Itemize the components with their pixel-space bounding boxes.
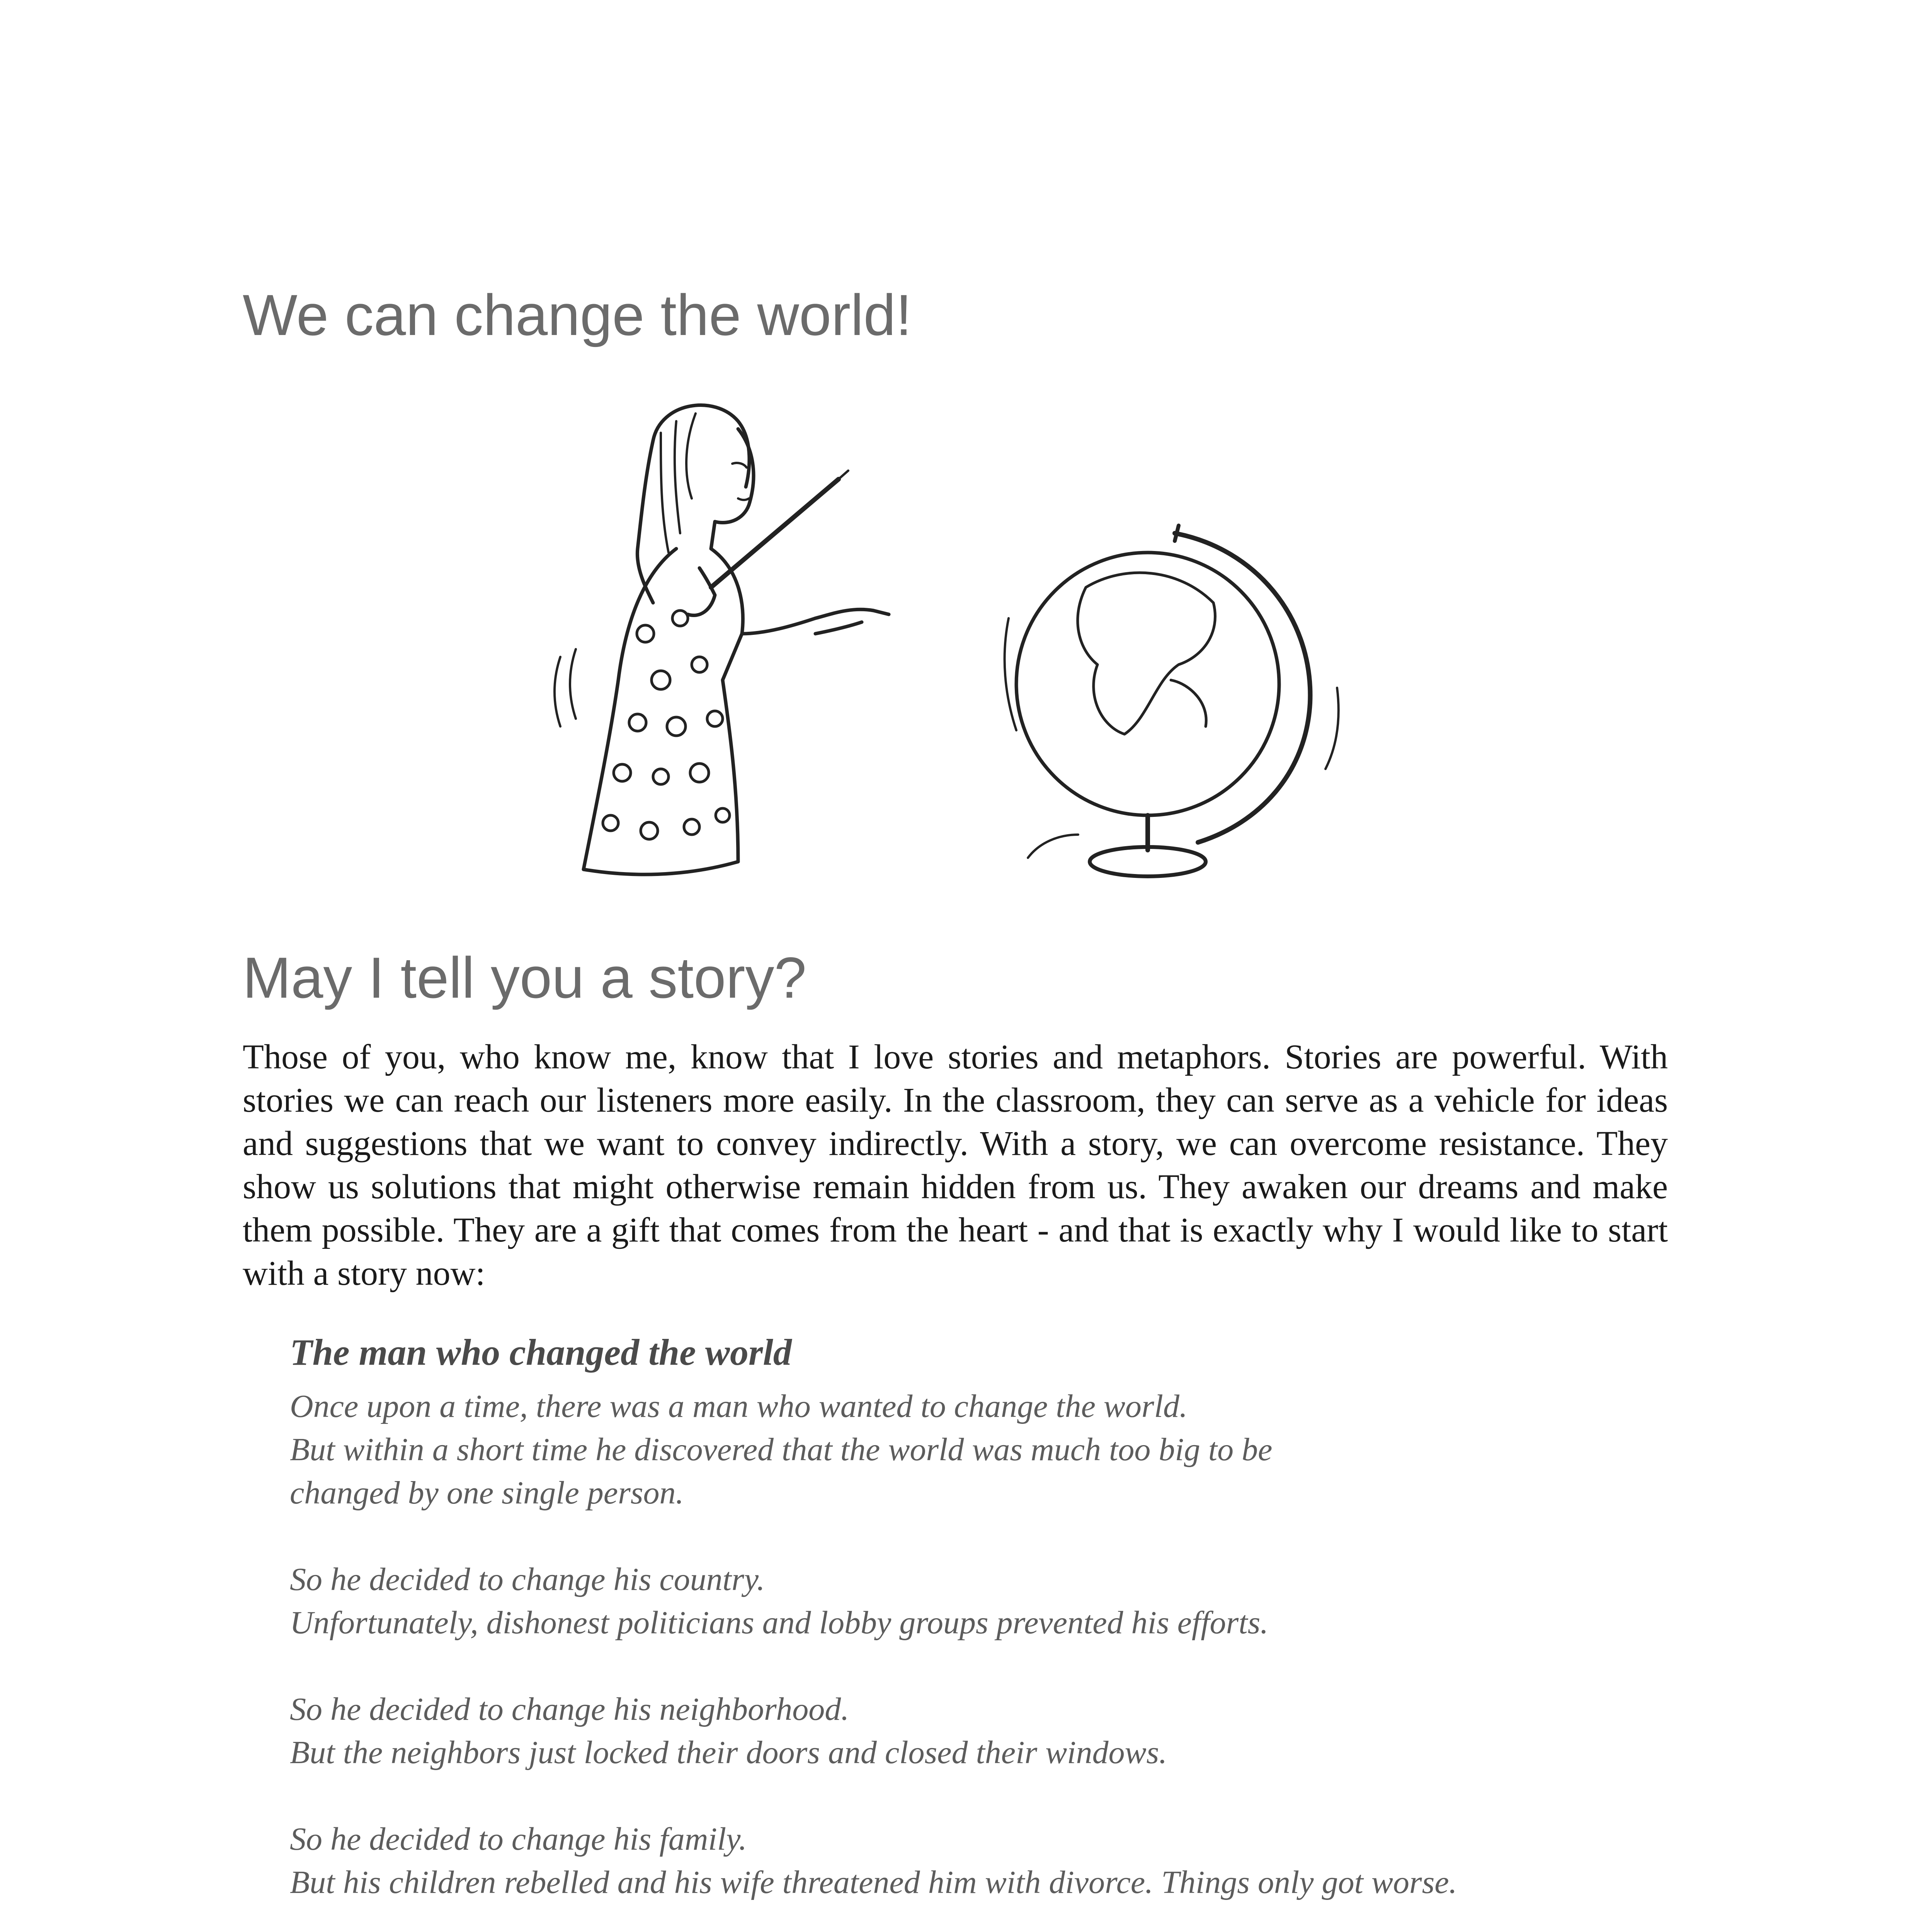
story-line: So he decided to change his neighborhood.	[290, 1691, 849, 1727]
story-stanza	[290, 1385, 1642, 1515]
globe-sketch-icon	[1005, 526, 1339, 876]
story-title: The man who changed the world	[290, 1332, 792, 1373]
story-line: Once upon a time, there was a man who wanted to change the world.	[290, 1388, 1188, 1424]
story-block	[290, 1329, 1642, 1932]
story-stanza	[290, 1558, 1642, 1645]
girl-sketch-icon	[555, 405, 889, 875]
story-line: changed by one single person.	[290, 1475, 684, 1511]
story-line: But his children rebelled and his wife threatened him with divorce. Things only got worse.	[290, 1864, 1457, 1900]
page-title: We can change the world!	[243, 282, 912, 347]
intro-paragraph: Those of you, who know me, know that I love stories and metaphors. Stories are powerful. With stories we can reach our listeners more easily. In the classroom, they can serve as a vehicle for ideas and suggestions that we want to convey indirectly. With a story, we can overcome resistance. They show us solutions that might otherwise remain hidden from us. They awaken our dreams and make them possible. They are a gift that comes from the heart - and that is exactly why I would like to start with a story now:	[243, 1038, 1668, 1293]
story-line: So he decided to change his family.	[290, 1821, 747, 1857]
section-heading: May I tell you a story?	[243, 945, 806, 1010]
story-stanza	[290, 1818, 1642, 1904]
story-line: Unfortunately, dishonest politicians and lobby groups prevented his efforts.	[290, 1605, 1269, 1641]
girl-with-globe-illustration	[444, 386, 1372, 935]
story-stanza	[290, 1688, 1642, 1774]
story-line: So he decided to change his country.	[290, 1561, 765, 1597]
story-line: But within a short time he discovered that the world was much too big to be	[290, 1432, 1273, 1468]
story-line: But the neighbors just locked their doors and closed their windows.	[290, 1735, 1167, 1770]
